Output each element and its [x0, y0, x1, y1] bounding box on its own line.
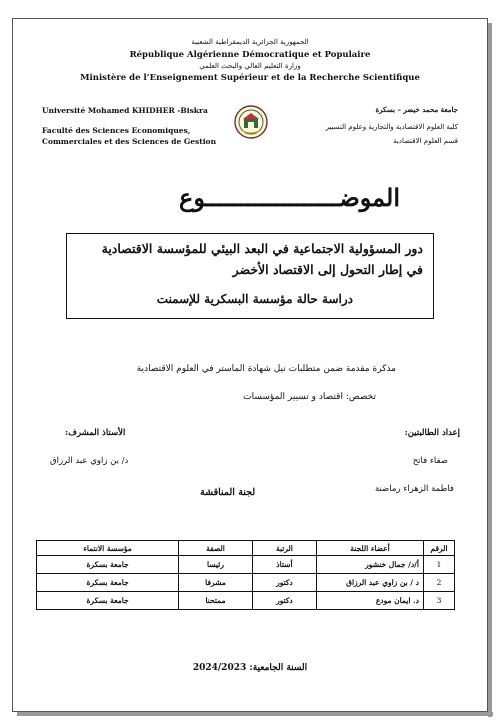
faculty-line-1: Faculté des Sciences Economiques,: [42, 126, 191, 135]
committee-table: [36, 540, 455, 610]
column-header: الرقم: [424, 541, 455, 556]
table-cell: دكتور: [252, 574, 316, 592]
table-cell: 3: [424, 592, 455, 610]
academic-year: السنة الجامعية: 2024/2023: [192, 663, 308, 673]
specialization: تخصص: اقتصاد و تسيير المؤسسات: [243, 392, 376, 402]
table-cell: جامعة بسكرة: [37, 592, 179, 610]
table-cell: د / بن زاوي عبد الرزاق: [317, 574, 424, 592]
column-header: الرتبة: [252, 541, 316, 556]
column-header: أعضاء اللجنة: [317, 541, 424, 556]
header-republic-ar: الجمهورية الجزائرية الديمقراطية الشعبية: [191, 38, 309, 46]
university-logo: [233, 102, 269, 142]
table-header-row: [37, 541, 455, 556]
thesis-subtitle: دراسة حالة مؤسسة البسكرية للإسمنت: [156, 292, 353, 306]
column-header: مؤسسة الانتماء: [37, 541, 179, 556]
header-republic-fr: République Algérienne Démocratique et Populaire: [129, 50, 371, 60]
table-cell: ممتحنا: [179, 592, 253, 610]
table-cell: مشرفا: [179, 574, 253, 592]
header-ministry-fr: Ministère de l’Enseignement Supérieur et de la Recherche Scientifique: [80, 73, 420, 83]
memo-statement: مذكرة مقدمة ضمن متطلبات نيل شهادة الماستر في العلوم الاقتصادية: [136, 364, 396, 374]
thesis-title-line-2: في إطار التحول إلى الاقتصاد الأخضر: [232, 262, 423, 277]
column-header: الصفة: [179, 541, 253, 556]
header-ministry-ar: وزارة التعليم العالي والبحث العلمي: [199, 62, 301, 70]
table-cell: أ/د/ جمال خنشور: [317, 556, 424, 574]
faculty-line-2: Commerciales et des Sciences de Gestion: [42, 137, 217, 146]
university-name-ar: جامعة محمد خيضر – بسكرة: [375, 105, 458, 114]
supervisor-label: الأستاذ المشرف:: [65, 428, 126, 438]
faculty-name-ar: كلية العلوم الاقتصادية والتجارية وعلوم التسيير: [325, 123, 458, 131]
student-name: صفاء فاتح: [412, 456, 448, 466]
thesis-title-box: [66, 233, 434, 319]
committee-heading: لجنة المناقشة: [200, 487, 256, 498]
students-label: إعداد الطالبتين:: [404, 428, 460, 438]
thesis-title-line-1: دور المسؤولية الاجتماعية في البعد البيئي للمؤسسة الاقتصادية: [101, 241, 423, 256]
table-cell: أستاذ: [252, 556, 316, 574]
table-cell: دكتور: [252, 592, 316, 610]
subject-heading: الموضـــــــــــــــــــوع: [179, 183, 400, 212]
table-cell: د. ايمان مودع: [317, 592, 424, 610]
table-cell: رئيسا: [179, 556, 253, 574]
table-cell: جامعة بسكرة: [37, 556, 179, 574]
table-row: [37, 556, 455, 574]
table-row: [37, 592, 455, 610]
table-cell: 1: [424, 556, 455, 574]
table-row: [37, 574, 455, 592]
supervisor-name: د/ بن زاوي عبد الرزاق: [50, 456, 129, 466]
table-cell: 2: [424, 574, 455, 592]
department-name-ar: قسم العلوم الاقتصادية: [393, 137, 458, 145]
student-name: فاطمة الزهراء رماضنة: [374, 484, 454, 494]
table-cell: جامعة بسكرة: [37, 574, 179, 592]
university-name-fr: Université Mohamed KHIDHER -Biskra: [42, 106, 208, 115]
faculty-name-fr: [42, 125, 222, 147]
